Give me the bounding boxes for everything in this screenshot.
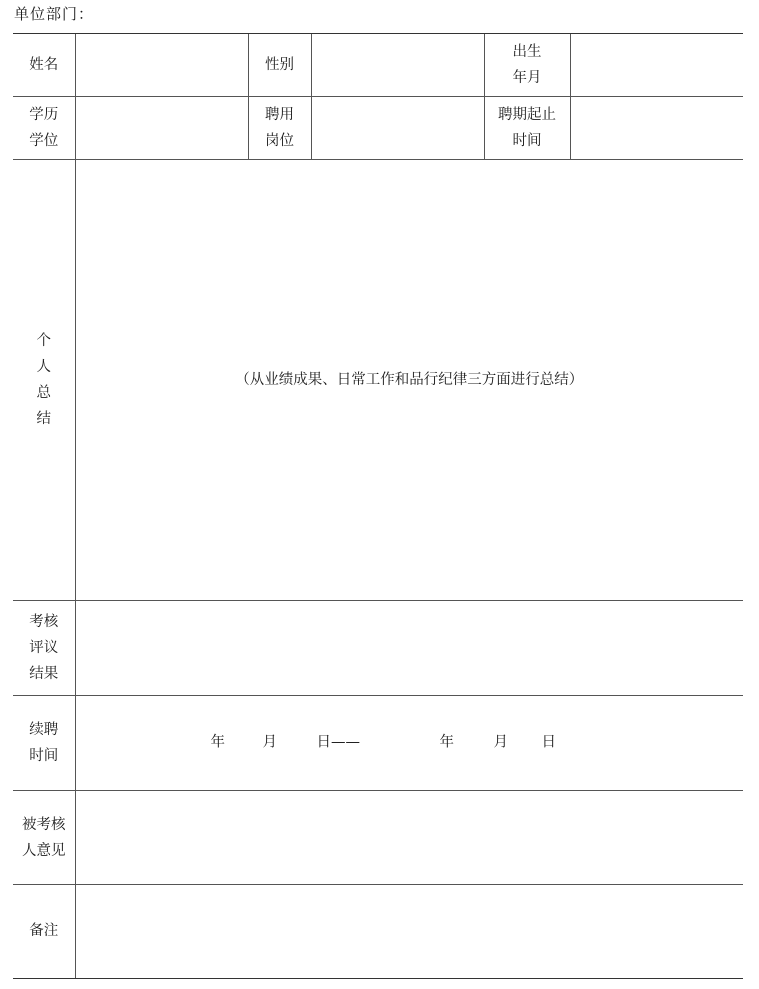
gender-label-cell: [248, 34, 311, 97]
summary-label-cell: [13, 160, 75, 601]
remarks-label-cell: [13, 885, 75, 979]
summary-label-char: 结: [36, 411, 51, 427]
birth-label-cell: [484, 34, 570, 97]
opinion-label-line1: 被考核: [22, 816, 66, 833]
opinion-label-cell: [13, 791, 75, 885]
appraisal-form-table: [13, 33, 743, 979]
renewal-value-cell[interactable]: [75, 696, 743, 791]
row-renewal-time: [13, 696, 743, 791]
row-education-position: [13, 97, 743, 160]
term-label-cell: [484, 97, 570, 160]
renewal-dates: [76, 696, 744, 790]
renewal-end-day: 日: [541, 734, 556, 751]
opinion-label-line2: 人意见: [22, 842, 66, 859]
birth-label: [513, 39, 542, 91]
renewal-label: [29, 717, 58, 769]
gender-value-cell[interactable]: [311, 34, 484, 97]
summary-label: [37, 328, 52, 432]
summary-value-cell[interactable]: [75, 160, 743, 601]
row-examinee-opinion: [13, 791, 743, 885]
renewal-start-day: 日——: [316, 734, 360, 751]
opinion-value-cell[interactable]: [75, 791, 743, 885]
name-label-cell: [13, 34, 75, 97]
renewal-label-line2: 时间: [29, 748, 59, 764]
renewal-start-month: 月: [262, 734, 277, 751]
position-label: [265, 102, 294, 154]
birth-value-cell[interactable]: [570, 34, 743, 97]
term-label-line2: 时间: [512, 133, 542, 149]
renewal-label-cell: [13, 696, 75, 791]
review-label-line3: 结果: [29, 666, 59, 682]
gender-label: 性别: [265, 56, 294, 73]
education-value-cell[interactable]: [75, 97, 248, 160]
name-value-cell[interactable]: [75, 34, 248, 97]
row-basic-info: [13, 34, 743, 97]
renewal-start-year: 年: [210, 734, 225, 751]
summary-label-char: 总: [36, 385, 51, 401]
name-label: 姓名: [29, 56, 59, 73]
row-personal-summary: [13, 160, 743, 601]
term-value-cell[interactable]: [570, 97, 743, 160]
review-label-line2: 评议: [29, 640, 59, 656]
remarks-value-cell[interactable]: [75, 885, 743, 979]
unit-department-label: 单位部门：: [14, 5, 95, 23]
summary-hint: （从业绩成果、日常工作和品行纪律三方面进行总结）: [235, 371, 584, 388]
review-label-line1: 考核: [29, 614, 59, 630]
renewal-end-month: 月: [493, 734, 508, 751]
position-label-cell: [248, 97, 311, 160]
row-remarks: [13, 885, 743, 979]
position-value-cell[interactable]: [311, 97, 484, 160]
term-label: [498, 102, 556, 154]
education-label-line2: 学位: [29, 133, 59, 149]
review-label: [29, 609, 58, 687]
education-label-line1: 学历: [29, 107, 59, 123]
term-label-line1: 聘期起止: [498, 107, 556, 123]
summary-label-char: 个: [36, 333, 51, 349]
remarks-label: 备注: [29, 923, 59, 939]
birth-label-line1: 出生: [512, 44, 542, 60]
review-label-cell: [13, 601, 75, 696]
opinion-label: [22, 812, 66, 864]
position-label-line2: 岗位: [265, 133, 294, 149]
row-review-result: [13, 601, 743, 696]
review-value-cell[interactable]: [75, 601, 743, 696]
renewal-end-year: 年: [439, 734, 454, 751]
birth-label-line2: 年月: [512, 70, 542, 86]
renewal-label-line1: 续聘: [29, 722, 59, 738]
summary-label-char: 人: [36, 359, 51, 375]
position-label-line1: 聘用: [265, 107, 294, 123]
education-label: [29, 102, 58, 154]
education-label-cell: [13, 97, 75, 160]
